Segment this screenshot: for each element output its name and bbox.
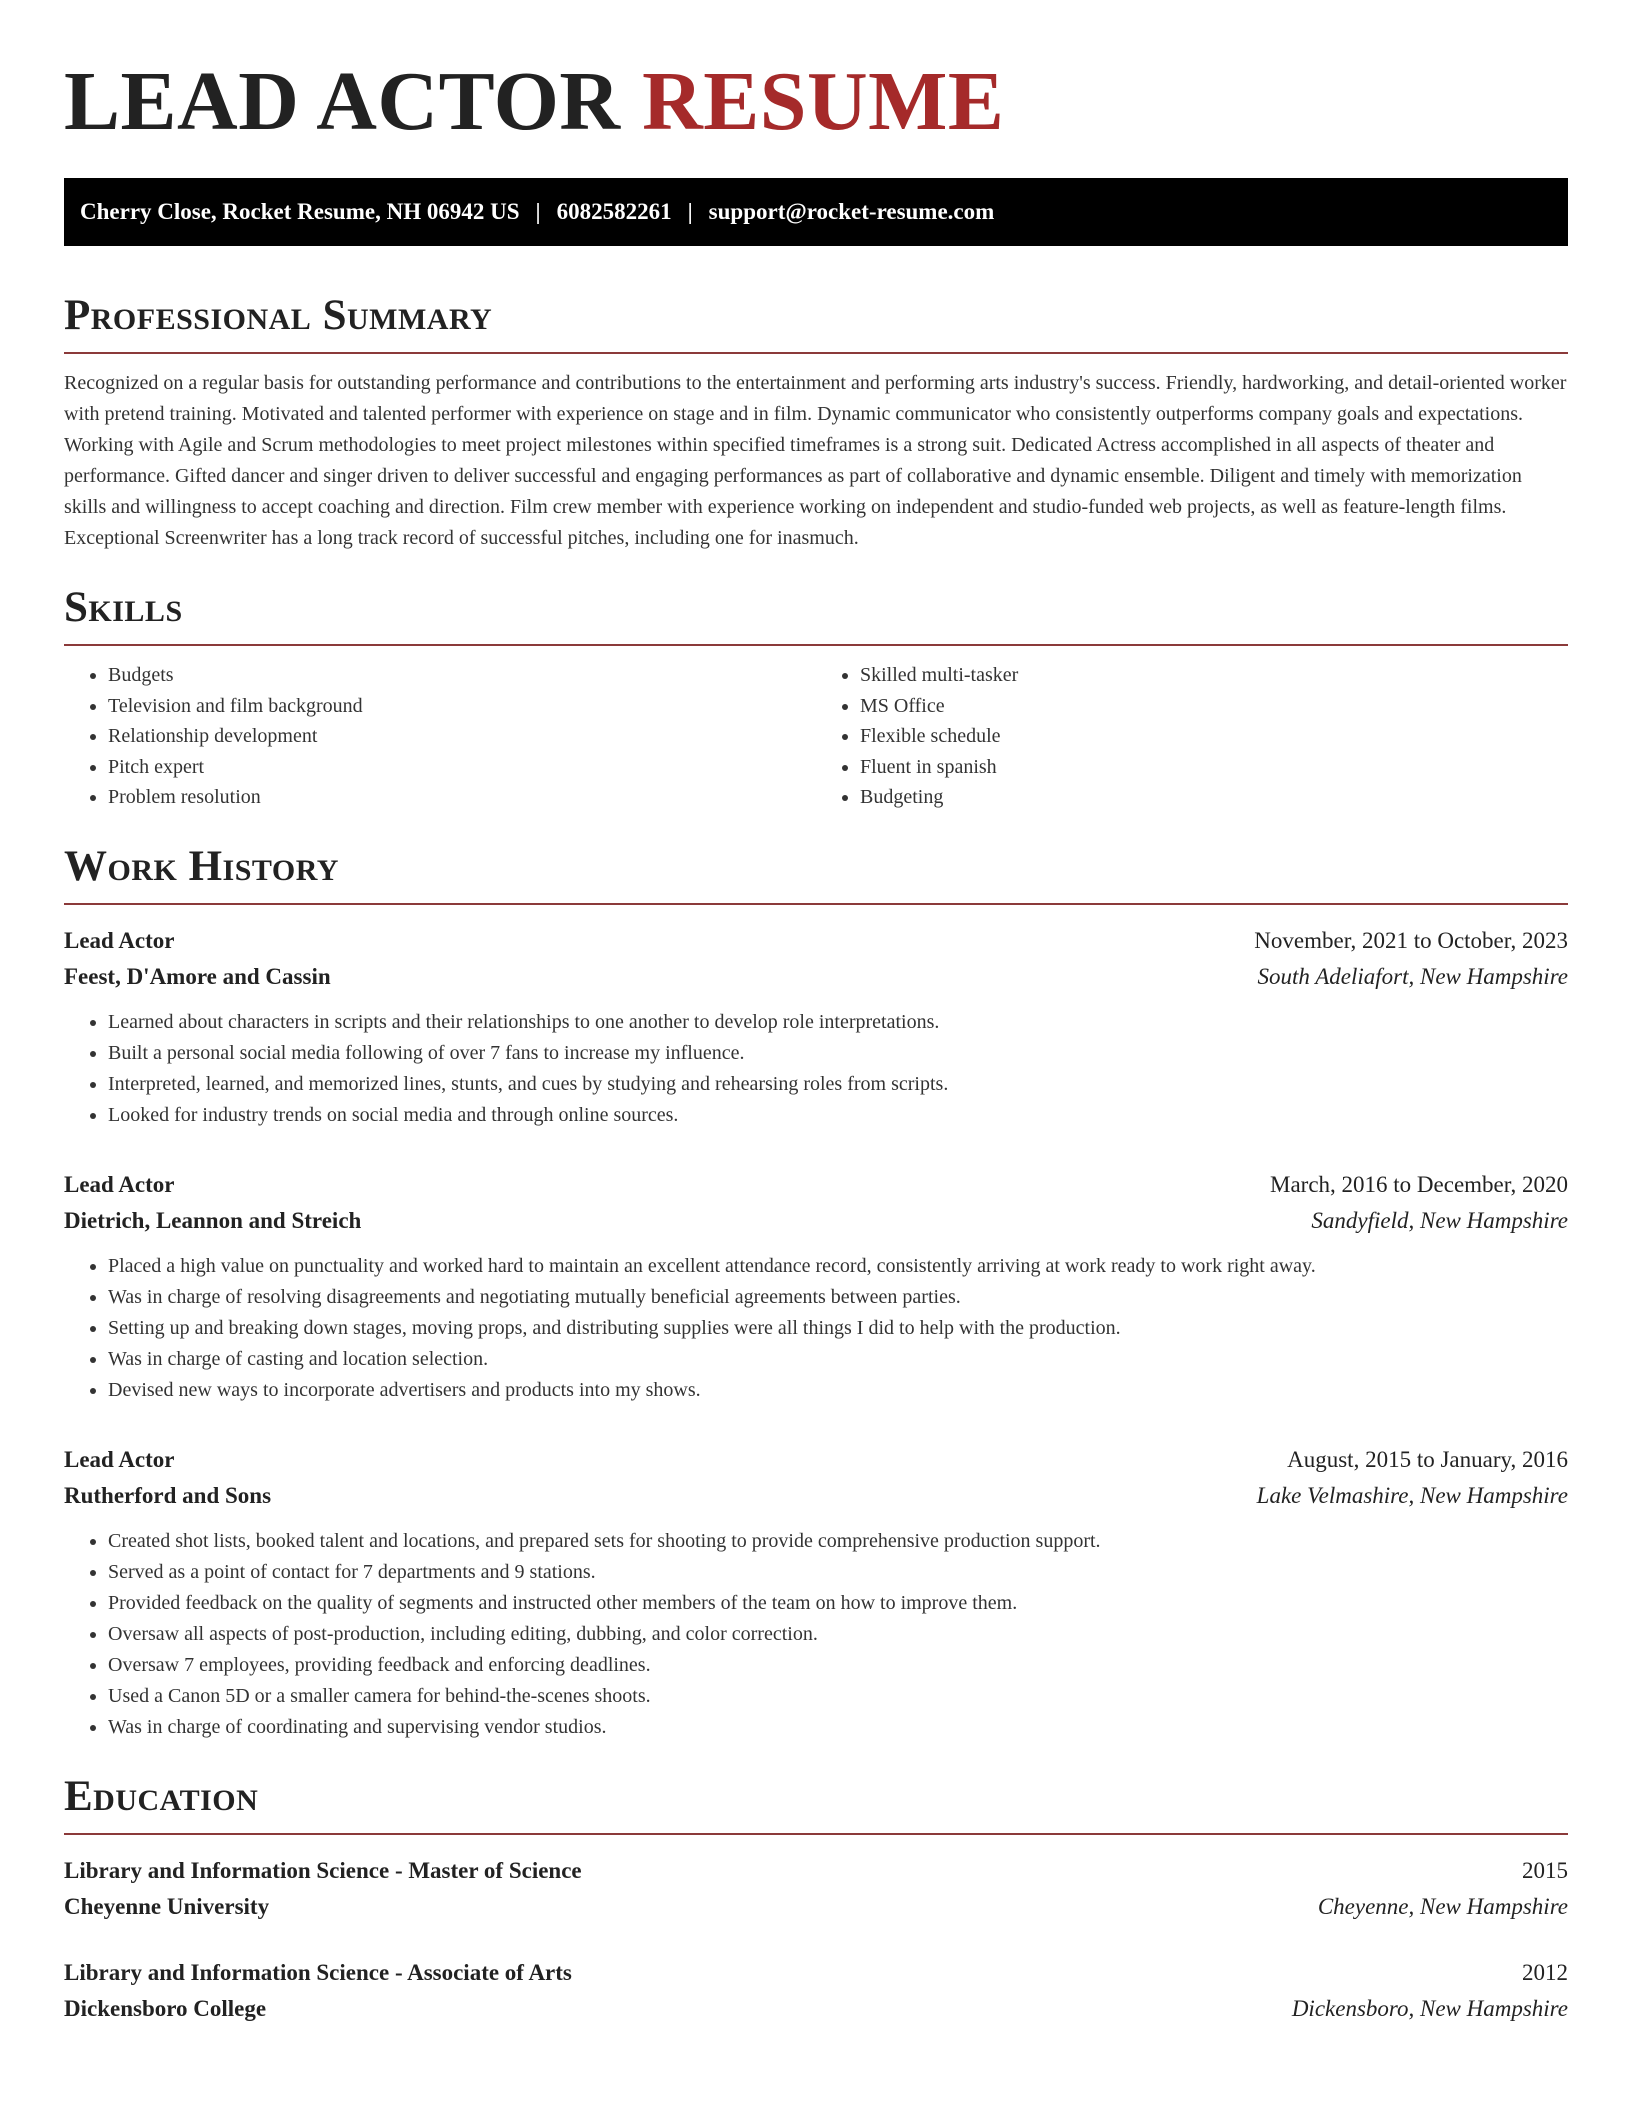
- job-bullet: • Interpreted, learned, and memorized lines, stunts, and cues by studying and rehearsing roles from scripts.: [108, 1069, 1568, 1100]
- job-title: Lead Actor: [64, 1446, 175, 1472]
- job-bullets: [64, 1251, 1568, 1406]
- job-bullet: • Built a personal social media following of over 7 fans to increase my influence.: [108, 1038, 1568, 1069]
- job-location: Sandyfield, New Hampshire: [1311, 1207, 1568, 1233]
- job-company-row: [64, 959, 1568, 995]
- skill-item: • Skilled multi-tasker: [860, 660, 1568, 691]
- job-company: Dietrich, Leannon and Streich: [64, 1207, 362, 1233]
- education-year: 2015: [1522, 1857, 1568, 1883]
- education-degree: Library and Information Science - Master of Science: [64, 1857, 582, 1883]
- summary-section: [64, 290, 1568, 554]
- summary-heading: Professional Summary: [64, 290, 1568, 354]
- contact-address: Cherry Close, Rocket Resume, NH 06942 US: [80, 199, 520, 224]
- job-bullet: • Used a Canon 5D or a smaller camera for behind-the-scenes shoots.: [108, 1681, 1568, 1712]
- education-degree-row: [64, 1955, 1568, 1991]
- education-heading: Education: [64, 1771, 1568, 1835]
- job-title: Lead Actor: [64, 1171, 175, 1197]
- education-location: Cheyenne, New Hampshire: [1317, 1893, 1568, 1919]
- job-company-row: [64, 1478, 1568, 1514]
- work-history-section: [64, 841, 1568, 1743]
- contact-separator: |: [687, 199, 693, 224]
- education-entry: [64, 1955, 1568, 2027]
- skill-item: • Problem resolution: [108, 782, 816, 813]
- education-location: Dickensboro, New Hampshire: [1291, 1995, 1568, 2021]
- education-school-row: [64, 1889, 1568, 1925]
- title-accent: RESUME: [642, 55, 1005, 148]
- job-location: South Adeliafort, New Hampshire: [1257, 963, 1568, 989]
- skills-list-left: [64, 660, 816, 813]
- skill-item: • Budgets: [108, 660, 816, 691]
- job-bullet: • Was in charge of resolving disagreements and negotiating mutually beneficial agreements between parties.: [108, 1282, 1568, 1313]
- contact-separator: |: [535, 199, 541, 224]
- education-section: [64, 1771, 1568, 2027]
- job-bullets: [64, 1526, 1568, 1743]
- job-bullet: • Was in charge of coordinating and supervising vendor studios.: [108, 1712, 1568, 1743]
- skills-section: [64, 582, 1568, 813]
- resume-title: [64, 52, 1568, 152]
- skill-item: • Budgeting: [860, 782, 1568, 813]
- job-location: Lake Velmashire, New Hampshire: [1256, 1482, 1568, 1508]
- title-main: LEAD ACTOR: [64, 55, 621, 148]
- job-bullet: • Placed a high value on punctuality and worked hard to maintain an excellent attendance record, consistently arriving at work ready to work right away.: [108, 1251, 1568, 1282]
- skill-item: • Fluent in spanish: [860, 752, 1568, 783]
- education-degree-row: [64, 1853, 1568, 1889]
- education-school: Dickensboro College: [64, 1995, 267, 2021]
- contact-phone: 6082582261: [556, 199, 672, 224]
- contact-bar: [64, 178, 1568, 246]
- skill-item: • Television and film background: [108, 691, 816, 722]
- job-bullet: • Looked for industry trends on social media and through online sources.: [108, 1100, 1568, 1131]
- education-degree: Library and Information Science - Associate of Arts: [64, 1959, 572, 1985]
- skill-item: • Pitch expert: [108, 752, 816, 783]
- education-school: Cheyenne University: [64, 1893, 270, 1919]
- education-entry: [64, 1853, 1568, 1925]
- job-bullet: • Learned about characters in scripts and their relationships to one another to develop role interpretations.: [108, 1007, 1568, 1038]
- job-bullet: • Setting up and breaking down stages, moving props, and distributing supplies were all things I did to help with the production.: [108, 1313, 1568, 1344]
- work-history-heading: Work History: [64, 841, 1568, 905]
- job-company: Feest, D'Amore and Cassin: [64, 963, 331, 989]
- job-bullet: • Oversaw 7 employees, providing feedback and enforcing deadlines.: [108, 1650, 1568, 1681]
- education-year: 2012: [1522, 1959, 1568, 1985]
- job-bullet: • Oversaw all aspects of post-production, including editing, dubbing, and color correction.: [108, 1619, 1568, 1650]
- summary-text: Recognized on a regular basis for outstanding performance and contributions to the entertainment and performing arts industry's success. Friendly, hardworking, and detail-oriented worker with pretend training. Motivated and talented performer with experience on stage and in film. Dynamic communicator who consistently outperforms company goals and expectations. Working with Agile and Scrum methodologies to meet project milestones within specified timeframes is a strong suit. Dedicated Actress accomplished in all aspects of theater and performance. Gifted dancer and singer driven to deliver successful and engaging performances as part of collaborative and dynamic ensemble. Diligent and timely with memorization skills and willingness to accept coaching and direction. Film crew member with experience working on independent and studio-funded web projects, as well as feature-length films. Exceptional Screenwriter has a long track record of successful pitches, including one for inasmuch.: [64, 372, 1567, 549]
- job-title-row: [64, 1167, 1568, 1203]
- job-bullet: • Was in charge of casting and location selection.: [108, 1344, 1568, 1375]
- skills-heading: Skills: [64, 582, 1568, 646]
- education-school-row: [64, 1991, 1568, 2027]
- job-company: Rutherford and Sons: [64, 1482, 272, 1508]
- job-entry: [64, 923, 1568, 1131]
- job-title-row: [64, 923, 1568, 959]
- job-bullets: [64, 1007, 1568, 1131]
- skills-columns: [64, 660, 1568, 813]
- job-bullet: • Provided feedback on the quality of segments and instructed other members of the team on how to improve them.: [108, 1588, 1568, 1619]
- skill-item: • Flexible schedule: [860, 721, 1568, 752]
- job-bullet: • Served as a point of contact for 7 departments and 9 stations.: [108, 1557, 1568, 1588]
- contact-email: support@rocket-resume.com: [708, 199, 995, 224]
- skills-list-right: [816, 660, 1568, 813]
- job-dates: August, 2015 to January, 2016: [1287, 1446, 1568, 1472]
- job-bullet: • Devised new ways to incorporate advertisers and products into my shows.: [108, 1375, 1568, 1406]
- skill-item: • MS Office: [860, 691, 1568, 722]
- skill-item: • Relationship development: [108, 721, 816, 752]
- job-dates: November, 2021 to October, 2023: [1254, 927, 1568, 953]
- job-entry: [64, 1442, 1568, 1743]
- job-company-row: [64, 1203, 1568, 1239]
- job-bullet: • Created shot lists, booked talent and locations, and prepared sets for shooting to provide comprehensive production support.: [108, 1526, 1568, 1557]
- job-title: Lead Actor: [64, 927, 175, 953]
- job-dates: March, 2016 to December, 2020: [1270, 1171, 1568, 1197]
- job-title-row: [64, 1442, 1568, 1478]
- job-entry: [64, 1167, 1568, 1406]
